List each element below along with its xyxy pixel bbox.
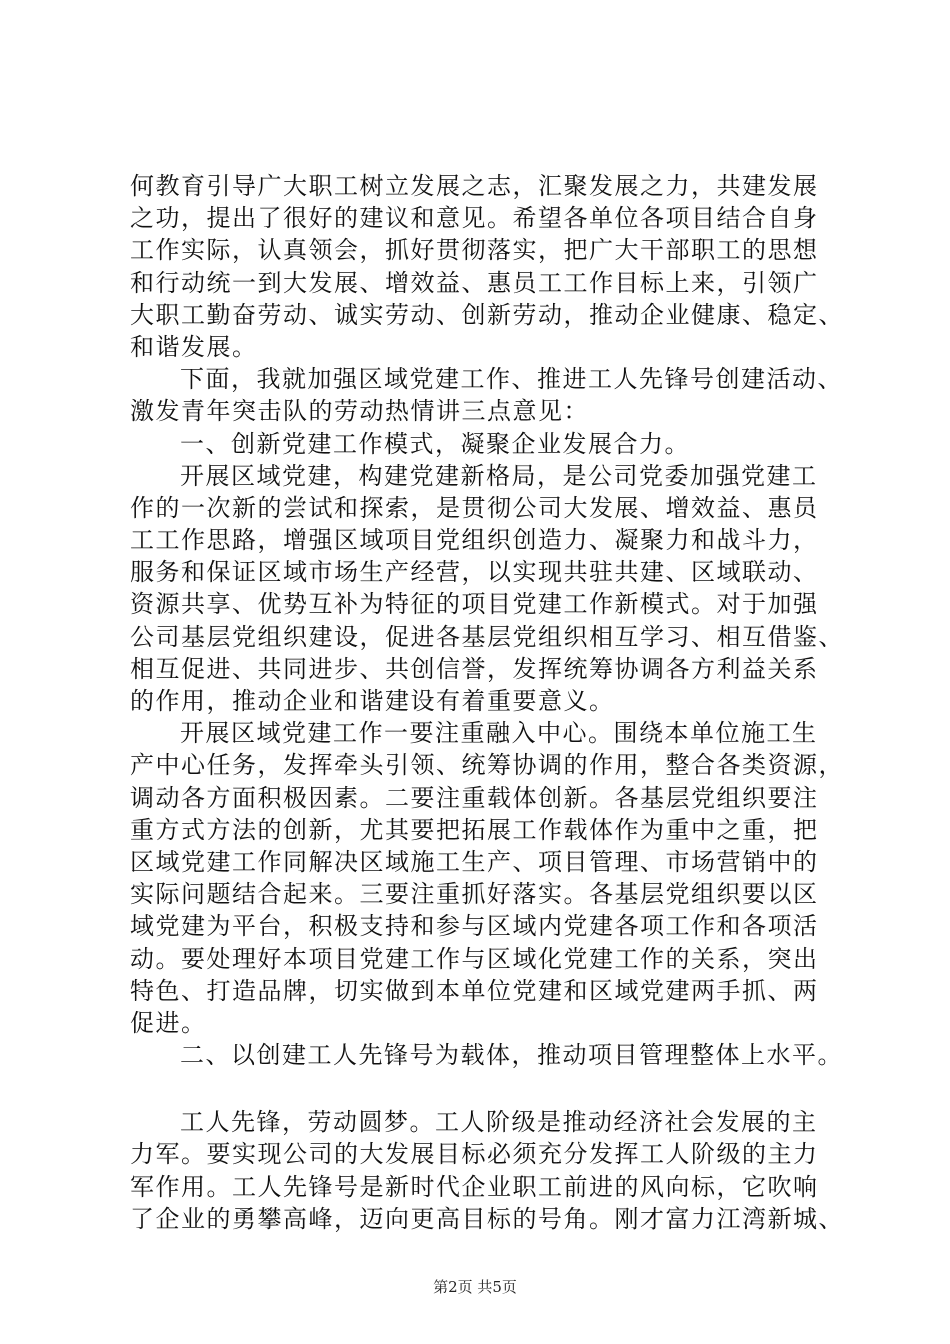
text-line: 工人先锋，劳动圆梦。工人阶级是推动经济社会发展的主 (180, 1108, 818, 1137)
text-line: 之功，提出了很好的建议和意见。希望各单位各项目结合自身 (130, 204, 819, 233)
text-line: 了企业的勇攀高峰，迈向更高目标的号角。刚才富力江湾新城、 (130, 1204, 844, 1233)
text-line: 调动各方面积极因素。二要注重载体创新。各基层党组织要注 (130, 783, 819, 812)
section-heading: 二、以创建工人先锋号为载体，推动项目管理整体上水平。 (180, 1041, 843, 1070)
text-line: 资源共享、优势互补为特征的项目党建工作新模式。对于加强 (130, 590, 819, 619)
text-line: 相互促进、共同进步、共创信誉，发挥统筹协调各方利益关系 (130, 654, 819, 683)
text-line: 实际问题结合起来。三要注重抓好落实。各基层党组织要以区 (130, 880, 819, 909)
text-line: 促进。 (130, 1008, 207, 1037)
text-line: 开展区域党建，构建党建新格局，是公司党委加强党建工 (180, 461, 818, 490)
text-line: 公司基层党组织建设，促进各基层党组织相互学习、相互借鉴、 (130, 622, 844, 651)
text-line: 特色、打造品牌，切实做到本单位党建和区域党建两手抓、两 (130, 976, 819, 1005)
text-line: 何教育引导广大职工树立发展之志，汇聚发展之力，共建发展 (130, 172, 819, 200)
text-line: 工作实际，认真领会，抓好贯彻落实，把广大干部职工的思想 (130, 236, 819, 265)
document-body (130, 170, 855, 1235)
text-line: 和谐发展。 (130, 332, 258, 361)
text-line: 产中心任务，发挥牵头引领、统筹协调的作用，整合各类资源， (130, 751, 844, 780)
text-line: 工工作思路，增强区域项目党组织创造力、凝聚力和战斗力， (130, 526, 819, 555)
text-line: 作的一次新的尝试和探索，是贯彻公司大发展、增效益、惠员 (130, 493, 819, 522)
text-line: 大职工勤奋劳动、诚实劳动、创新劳动，推动企业健康、稳定、 (130, 300, 844, 329)
section-heading: 一、创新党建工作模式，凝聚企业发展合力。 (180, 429, 690, 458)
text-line: 域党建为平台，积极支持和参与区域内党建各项工作和各项活 (130, 912, 819, 941)
text-line: 的作用，推动企业和谐建设有着重要意义。 (130, 687, 615, 715)
page-number: 第2页 共5页 (433, 1278, 517, 1296)
text-line: 重方式方法的创新，尤其要把拓展工作载体作为重中之重，把 (130, 815, 819, 844)
text-line: 军作用。工人先锋号是新时代企业职工前进的风向标，它吹响 (130, 1172, 819, 1201)
paragraph-gap (130, 1071, 855, 1106)
text-line: 服务和保证区域市场生产经营，以实现共驻共建、区域联动、 (130, 558, 819, 587)
text-line: 力军。要实现公司的大发展目标必须充分发挥工人阶级的主力 (130, 1140, 819, 1169)
text-line: 动。要处理好本项目党建工作与区域化党建工作的关系，突出 (130, 944, 819, 973)
text-line: 下面，我就加强区域党建工作、推进工人先锋号创建活动、 (180, 365, 843, 394)
text-line: 和行动统一到大发展、增效益、惠员工工作目标上来，引领广 (130, 268, 819, 297)
text-line: 激发青年突击队的劳动热情讲三点意见： (130, 397, 589, 426)
text-line: 开展区域党建工作一要注重融入中心。围绕本单位施工生 (180, 719, 818, 748)
text-line: 区域党建工作同解决区域施工生产、项目管理、市场营销中的 (130, 847, 819, 876)
